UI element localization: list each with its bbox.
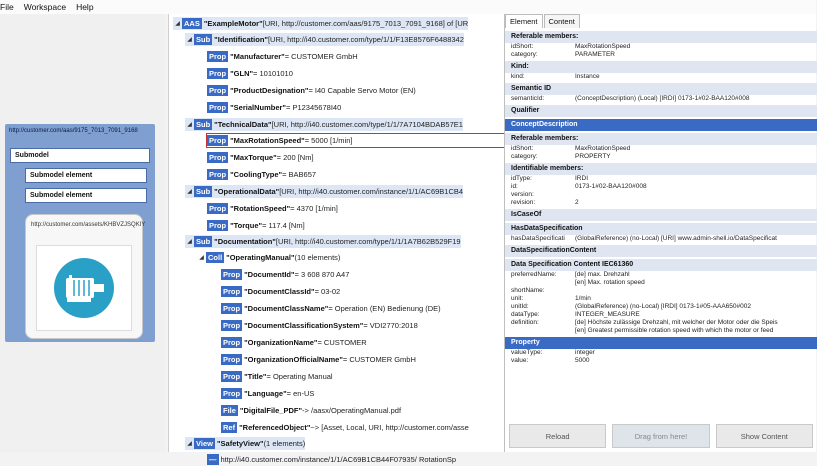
tree-node-property[interactable] (207, 202, 338, 215)
tree-node-submodel[interactable] (185, 235, 461, 248)
tree-node-submodel[interactable] (185, 118, 463, 131)
node-title: "DocumentClassificationSystem" (244, 321, 364, 330)
section-header: ConceptDescription (505, 119, 817, 131)
property-key: kind: (511, 73, 525, 80)
node-type-badge: Sub (196, 35, 211, 44)
tab-content[interactable]: Content (544, 14, 580, 28)
aas-url: http://customer.com/aas/9175_7013_7091_9168 (9, 128, 138, 134)
property-value: [en] Max. rotation speed (575, 279, 645, 286)
tree-node-property[interactable] (207, 50, 358, 63)
node-title: "CoolingType" (230, 170, 283, 179)
tree-node-file[interactable] (221, 404, 401, 417)
property-value: 5000 (575, 357, 590, 364)
collapse-icon[interactable]: ◢ (187, 239, 192, 245)
submodel-box[interactable]: Submodel (10, 148, 150, 163)
node-title: "OrganizationName" (244, 338, 318, 347)
section-header: Data Specification Content IEC61360 (505, 259, 817, 271)
node-title: "MaxRotationSpeed" (230, 136, 305, 145)
property-row (505, 271, 817, 279)
property-row (505, 145, 817, 153)
menu-file[interactable]: File (0, 2, 14, 12)
node-detail: = 03-02 (314, 287, 341, 296)
property-row (505, 327, 817, 335)
node-detail: = VDI2770:2018 (363, 321, 418, 330)
section-header: Semantic ID (505, 83, 817, 95)
property-value: [de] Höchste zulässige Drehzahl, mit welcher der Motor oder die Speis (575, 319, 778, 326)
aas-overview-pane (0, 14, 165, 452)
property-row (505, 191, 817, 199)
node-type-badge: Prop (223, 270, 241, 279)
property-value: (GlobalReference) (no-Local) [IRDI] 0173-1#05-AAA650#002 (575, 303, 751, 310)
node-title: "MaxTorque" (230, 153, 277, 162)
node-type-badge: Prop (223, 304, 241, 313)
node-title: "RotationSpeed" (230, 204, 291, 213)
property-value: Instance (575, 73, 600, 80)
node-type-badge: Ref (223, 423, 236, 432)
property-value: MaxRotationSpeed (575, 145, 631, 152)
section-header: DataSpecificationContent (505, 245, 817, 257)
node-type-badge: Prop (209, 103, 227, 112)
node-type-badge: Sub (196, 120, 211, 129)
property-key: valueType: (511, 349, 543, 356)
section-header: Referable members: (505, 133, 817, 145)
property-row (505, 295, 817, 303)
property-row (505, 303, 817, 311)
node-type-badge: Prop (209, 69, 227, 78)
node-detail: (1 elements) (263, 439, 306, 448)
node-title: "ReferencedObject" (239, 423, 311, 432)
property-value: PROPERTY (575, 153, 611, 160)
property-key: unitId: (511, 303, 529, 310)
node-title: "Title" (244, 372, 267, 381)
node-type-badge: Prop (223, 321, 241, 330)
node-title: "ProductDesignation" (230, 86, 309, 95)
section-header: Referable members: (505, 31, 817, 43)
panel-buttons (505, 424, 817, 448)
property-key (511, 279, 575, 287)
node-type-badge: Prop (209, 52, 227, 61)
node-title: "ExampleMotor" (203, 19, 263, 28)
property-key: semanticId: (511, 95, 545, 102)
section-header: IsCaseOf (505, 209, 817, 221)
section-header: Kind: (505, 61, 817, 73)
submodel-element-box[interactable]: Submodel element (25, 188, 147, 203)
node-detail: = 10101010 (253, 69, 293, 78)
property-row (505, 279, 817, 287)
property-value: IRDI (575, 175, 588, 182)
node-detail: = Operation (EN) Bedienung (DE) (328, 304, 441, 313)
property-list (505, 29, 817, 434)
node-title: "Torque" (230, 221, 263, 230)
collapse-icon[interactable]: ◢ (187, 441, 192, 447)
tree-node-submodel[interactable] (185, 185, 463, 198)
node-type-badge: Prop (223, 338, 241, 347)
collapse-icon[interactable]: ◢ (187, 122, 192, 128)
node-detail: = 200 [Nm] (276, 153, 314, 162)
property-row (505, 319, 817, 327)
tree-node-property[interactable] (207, 219, 305, 232)
node-detail: [URI, http://i40.customer.com/type/1/1/1A7B62B529F19 (275, 237, 461, 246)
drag-button[interactable]: Drag from here! (612, 424, 709, 448)
node-detail: [URI, http://customer.com/aas/9175_7013_7091_9168] of [UR (262, 19, 469, 28)
property-key: category: (511, 153, 538, 160)
property-row (505, 95, 817, 103)
node-type-badge: Prop (209, 204, 227, 213)
tree-node-property[interactable] (207, 84, 416, 97)
property-key: id: (511, 183, 518, 190)
property-value: INTEGER_MEASURE (575, 311, 640, 318)
node-detail: = 3 608 870 A47 (294, 270, 350, 279)
node-detail: = BAB657 (282, 170, 317, 179)
menu-workspace[interactable]: Workspace (23, 2, 67, 12)
node-type-badge: Sub (196, 187, 211, 196)
node-title: "DocumentId" (244, 270, 295, 279)
node-type-badge: Prop (209, 170, 227, 179)
node-title: "Manufacturer" (230, 52, 285, 61)
node-title: "DocumentClassId" (244, 287, 315, 296)
property-row (505, 175, 817, 183)
node-detail: = 5000 [1/min] (304, 136, 353, 145)
panel-tabs (505, 14, 581, 28)
section-header: Qualifier (505, 105, 817, 117)
node-title: "Identification" (214, 35, 268, 44)
property-value: [de] max. Drehzahl (575, 271, 630, 278)
property-panel (504, 14, 816, 452)
tree-node-property[interactable] (221, 353, 416, 366)
property-key: preferredName: (511, 271, 557, 278)
node-title: "OperationalData" (214, 187, 280, 196)
property-row (505, 311, 817, 319)
property-value: MaxRotationSpeed (575, 43, 631, 50)
property-row (505, 235, 817, 243)
tree-node-property[interactable] (221, 302, 441, 315)
tree-node-property[interactable] (207, 67, 293, 80)
property-key: definition: (511, 319, 539, 326)
tree-node-collection[interactable] (197, 251, 340, 264)
tab-element[interactable]: Element (505, 14, 543, 28)
tree-node-property[interactable] (207, 101, 341, 114)
property-key: idType: (511, 175, 532, 182)
node-type-badge: View (196, 439, 213, 448)
node-detail: http://i40.customer.com/instance/1/1/AC69B1CB44F07935/ RotationSp (220, 455, 457, 464)
node-type-badge: AAS (184, 19, 200, 28)
section-header: Property (505, 337, 817, 349)
node-detail: = I40 Capable Servo Motor (EN) (308, 86, 416, 95)
node-detail: [URI, http://i40.customer.com/type/1/1/7A7104BDAB57E1 (271, 120, 463, 129)
property-key: idShort: (511, 43, 534, 50)
tree-node-property[interactable] (221, 285, 340, 298)
property-value: 2 (575, 199, 579, 206)
node-detail: (10 elements) (294, 253, 341, 262)
node-type-badge: Prop (223, 372, 241, 381)
property-value: PARAMETER (575, 51, 615, 58)
tree-node-property[interactable] (221, 319, 418, 332)
aas-card[interactable] (5, 124, 155, 342)
section-header: Identifiable members: (505, 163, 817, 175)
tree-node-view-element[interactable] (207, 453, 456, 466)
tree-node-property[interactable] (221, 336, 367, 349)
show-content-button[interactable]: Show Content (716, 424, 813, 448)
node-detail: = P12345678I40 (285, 103, 342, 112)
reload-button[interactable]: Reload (509, 424, 606, 448)
tree-node-property-selected[interactable] (207, 134, 505, 147)
element-tree (168, 14, 504, 464)
node-title: "OperatingManual" (226, 253, 295, 262)
tree-node-property[interactable] (207, 168, 316, 181)
node-title: "DocumentClassName" (244, 304, 329, 313)
property-key: revision: (511, 199, 536, 206)
node-type-badge: Prop (223, 355, 241, 364)
property-row (505, 183, 817, 191)
collapse-icon[interactable]: ◢ (187, 37, 192, 43)
node-title: "Language" (244, 389, 287, 398)
node-detail: [URI, http://i40.customer.com/type/1/1/F13E8576F6488342 (267, 35, 464, 44)
motor-icon (36, 245, 132, 331)
property-key: idShort: (511, 145, 534, 152)
property-value: (ConceptDescription) (Local) [IRDI] 0173-1#02-BAA120#008 (575, 95, 750, 102)
node-title: "OrganizationOfficialName" (244, 355, 343, 364)
node-type-badge: Prop (223, 287, 241, 296)
property-key: version: (511, 191, 534, 198)
node-title: "TechnicalData" (214, 120, 272, 129)
node-type-badge: Prop (223, 389, 241, 398)
node-title: "SerialNumber" (230, 103, 286, 112)
property-value: 1/min (575, 295, 591, 302)
tree-node-property[interactable] (207, 151, 314, 164)
property-key: unit: (511, 295, 524, 302)
node-detail: = 117.4 [Nm] (262, 221, 305, 230)
tree-node-aas[interactable] (173, 17, 468, 30)
property-row (505, 199, 817, 207)
property-key (511, 327, 575, 335)
node-detail: = en-US (286, 389, 315, 398)
node-detail: [URI, http://i40.customer.com/instance/1/1/AC69B1CB4 (279, 187, 464, 196)
node-title: "SafetyView" (216, 439, 264, 448)
node-type-badge: Prop (209, 153, 227, 162)
node-type-badge: File (223, 406, 236, 415)
tree-node-submodel[interactable] (185, 33, 464, 46)
node-detail: -> /aasx/OperatingManual.pdf (302, 406, 402, 415)
property-row (505, 73, 817, 81)
node-detail: = CUSTOMER GmbH (284, 52, 358, 61)
property-key: value: (511, 357, 529, 364)
node-detail: = 4370 [1/min] (290, 204, 338, 213)
property-row (505, 349, 817, 357)
node-title: "DigitalFile_PDF" (239, 406, 303, 415)
node-detail: ~> [Asset, Local, URI, http://customer.com/asse (310, 423, 469, 432)
property-row (505, 43, 817, 51)
tree-node-property[interactable] (221, 387, 314, 400)
property-key: shortName: (511, 287, 545, 294)
property-value: (GlobalReference) (no-Local) [URI] www.admin-shell.io/DataSpecificat (575, 235, 777, 242)
property-key: dataType: (511, 311, 540, 318)
node-type-badge: Sub (196, 237, 211, 246)
menu-bar (0, 0, 816, 14)
node-title: "GLN" (230, 69, 254, 78)
node-detail: = Operating Manual (266, 372, 333, 381)
collapse-icon[interactable]: ◢ (175, 21, 180, 27)
collapse-icon[interactable]: ◢ (187, 189, 192, 195)
submodel-element-box[interactable]: Submodel element (25, 168, 147, 183)
collapse-icon[interactable]: ◢ (199, 255, 204, 261)
property-row (505, 287, 817, 295)
node-type-badge: Prop (209, 86, 227, 95)
property-value: 0173-1#02-BAA120#008 (575, 183, 647, 190)
node-type-badge: — (209, 455, 217, 464)
tree-node-property[interactable] (221, 370, 333, 383)
property-value: integer (575, 349, 595, 356)
tree-node-property[interactable] (221, 268, 349, 281)
node-type-badge: Prop (209, 136, 227, 145)
asset-card[interactable] (25, 214, 146, 339)
tree-node-view[interactable] (185, 437, 305, 450)
node-title: "Documentation" (214, 237, 276, 246)
section-header: HasDataSpecification (505, 223, 817, 235)
property-key: category: (511, 51, 538, 58)
node-detail: = CUSTOMER GmbH (342, 355, 416, 364)
node-type-badge: Coll (208, 253, 223, 262)
node-detail: = CUSTOMER (317, 338, 367, 347)
node-type-badge: Prop (209, 221, 227, 230)
property-row (505, 357, 817, 365)
menu-help[interactable]: Help (76, 2, 94, 12)
asset-url: http://customer.com/assets/KHBVZJSQKIY (31, 222, 146, 228)
property-row (505, 51, 817, 59)
property-value: [en] Greatest permissible rotation speed with which the motor or feed (575, 327, 774, 334)
tree-node-reference[interactable] (221, 421, 469, 434)
property-key: hasDataSpecificati (511, 235, 565, 242)
property-row (505, 153, 817, 161)
